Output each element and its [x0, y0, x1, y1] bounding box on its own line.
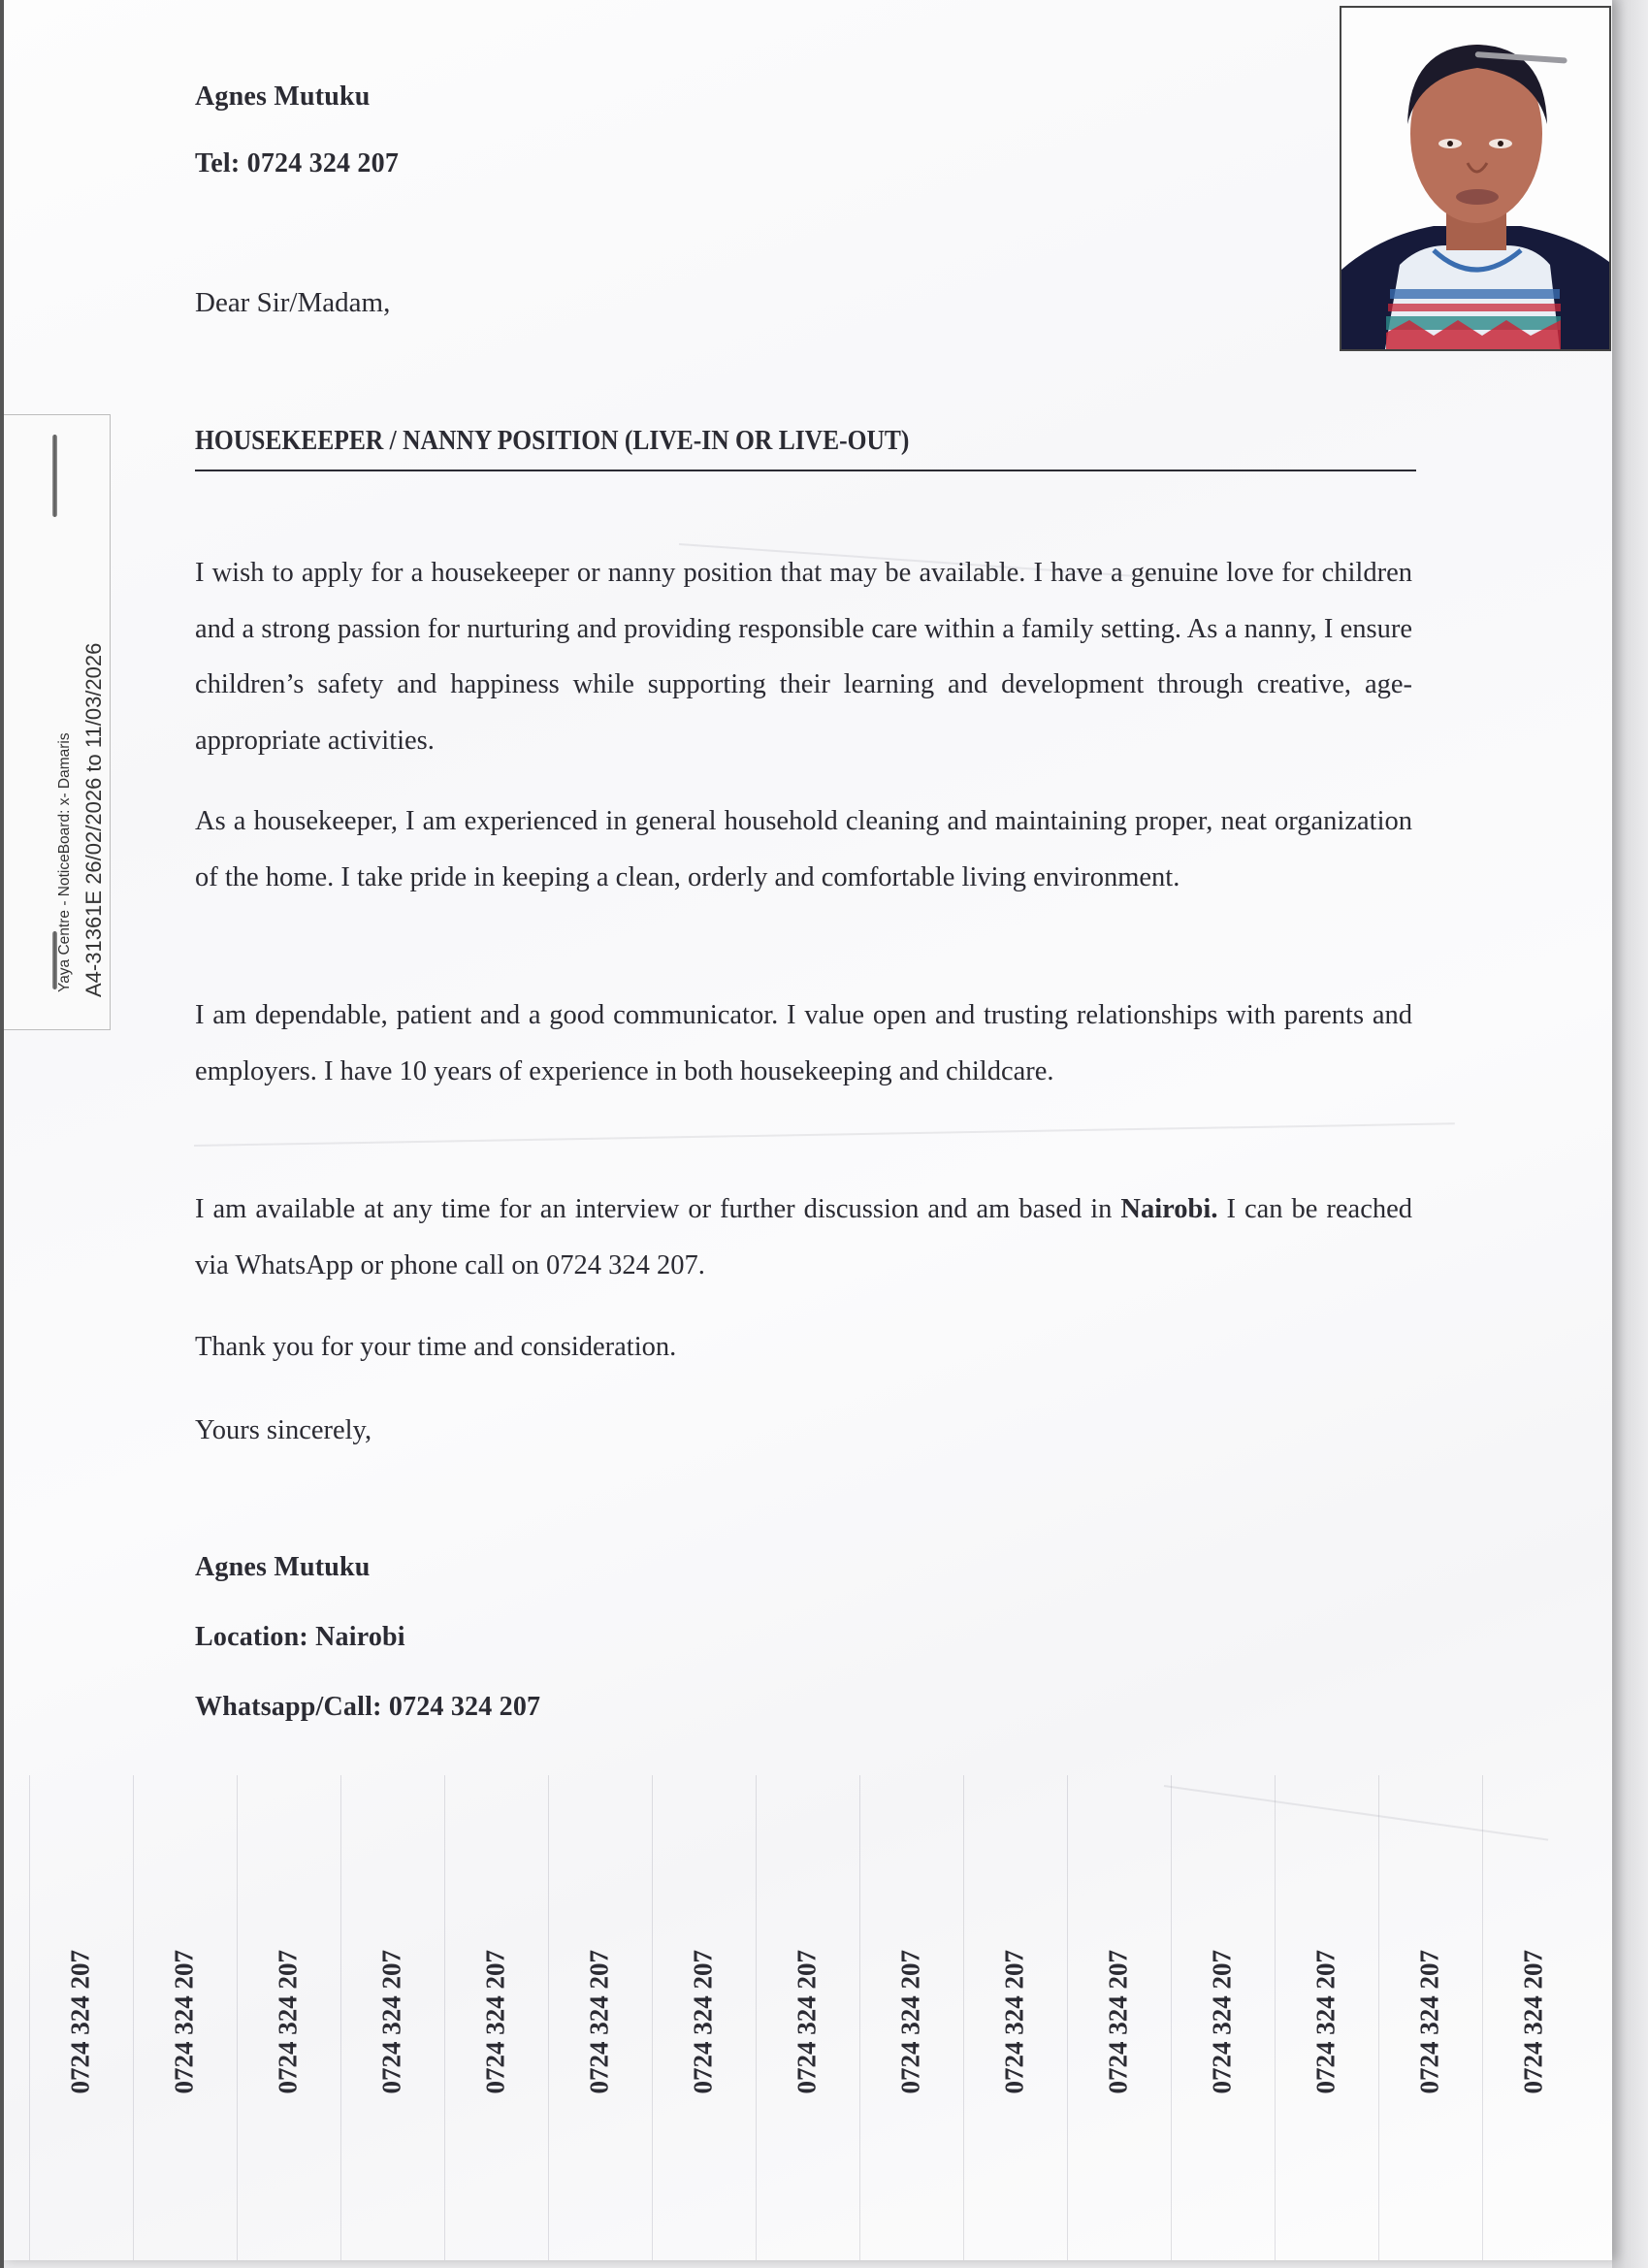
- tear-off-strip[interactable]: [29, 1775, 132, 2260]
- staple-top: [52, 435, 57, 517]
- availability-start: I am available at any time for an interview or further discussion and am based in: [195, 1194, 1121, 1224]
- tear-off-phone-number: 0724 324 207: [273, 1950, 303, 2094]
- tear-off-strip[interactable]: [548, 1775, 651, 2260]
- closing: [195, 1403, 1412, 1459]
- paragraph-housekeeper-text: As a housekeeper, I am experienced in general household cleaning and maintaining proper, neat organization of the home. I take pride in keeping a clean, orderly and comfortable living environment.: [195, 806, 1412, 892]
- letter-title: HOUSEKEEPER / NANNY POSITION (LIVE-IN OR LIVE-OUT): [195, 425, 910, 456]
- tear-off-phone-number: 0724 324 207: [65, 1950, 95, 2094]
- strip-cut-line: [652, 1775, 653, 2260]
- tear-off-strip[interactable]: [1275, 1775, 1377, 2260]
- applicant-photo: [1340, 6, 1611, 351]
- tear-off-phone-number: 0724 324 207: [688, 1950, 718, 2094]
- tear-off-phone-number: 0724 324 207: [1103, 1950, 1133, 2094]
- page-edge-shadow: [1612, 0, 1648, 2268]
- tear-off-strip[interactable]: [133, 1775, 236, 2260]
- tear-off-phone-number: 0724 324 207: [1414, 1950, 1444, 2094]
- availability-end: I can be reached via WhatsApp or phone call on 0724 324 207.: [195, 1194, 1412, 1280]
- tear-off-phone-number: 0724 324 207: [1310, 1950, 1341, 2094]
- tear-off-strip[interactable]: [340, 1775, 443, 2260]
- tear-off-strip[interactable]: [859, 1775, 962, 2260]
- tear-off-phone-number: 0724 324 207: [480, 1950, 510, 2094]
- applicant-tel: Tel: 0724 324 207: [195, 148, 400, 178]
- paragraph-intro-text: I wish to apply for a housekeeper or nanny position that may be available. I have a genuine love for children and a strong passion for nurturing and providing responsible care within a family setting. As a nanny, I ensure children’s safety and happiness while supporting their learning and development through creative, age-appropriate activities.: [195, 558, 1412, 756]
- paragraph-thanks: [195, 1319, 1412, 1376]
- salutation: Dear Sir/Madam,: [195, 287, 391, 318]
- tear-off-strip[interactable]: [1482, 1775, 1585, 2260]
- closing-text: Yours sincerely,: [195, 1415, 372, 1445]
- strip-cut-line: [29, 1775, 30, 2260]
- tear-off-strip[interactable]: [1171, 1775, 1274, 2260]
- strip-cut-line: [756, 1775, 757, 2260]
- paragraph-thanks-text: Thank you for your time and consideration.: [195, 1332, 677, 1362]
- signature-contact: Whatsapp/Call: 0724 324 207: [195, 1692, 541, 1722]
- strip-cut-line: [1482, 1775, 1483, 2260]
- tear-off-phone-number: 0724 324 207: [584, 1950, 614, 2094]
- portrait-image: [1341, 8, 1609, 349]
- applicant-name: Agnes Mutuku: [195, 81, 371, 112]
- noticeboard-label-location: Yaya Centre - NoticeBoard: x- Damaris: [56, 732, 73, 992]
- paragraph-availability-text: [195, 1182, 1412, 1293]
- strip-cut-line: [1171, 1775, 1172, 2260]
- strip-cut-line: [444, 1775, 445, 2260]
- strip-cut-line: [1067, 1775, 1068, 2260]
- paragraph-intro: [195, 545, 1412, 768]
- tear-off-strip[interactable]: [963, 1775, 1066, 2260]
- tear-off-strip[interactable]: [652, 1775, 755, 2260]
- paper-crease: [194, 1122, 1455, 1147]
- tear-off-phone-number: 0724 324 207: [376, 1950, 406, 2094]
- strip-cut-line: [548, 1775, 549, 2260]
- tear-off-strip[interactable]: [1067, 1775, 1170, 2260]
- tear-off-phone-number: 0724 324 207: [792, 1950, 822, 2094]
- strip-cut-line: [1378, 1775, 1379, 2260]
- title-underline: [195, 470, 1416, 471]
- strip-cut-line: [963, 1775, 964, 2260]
- tear-off-phone-number: 0724 324 207: [1207, 1950, 1237, 2094]
- tear-off-strips: [0, 1775, 1612, 2260]
- strip-cut-line: [133, 1775, 134, 2260]
- paragraph-qualities: [195, 988, 1412, 1099]
- tear-off-strip[interactable]: [444, 1775, 547, 2260]
- paragraph-qualities-text: I am dependable, patient and a good communicator. I value open and trusting relationships with parents and employers. I have 10 years of experience in both housekeeping and childcare.: [195, 1000, 1412, 1086]
- availability-city: Nairobi.: [1120, 1194, 1218, 1224]
- tear-off-strip[interactable]: [237, 1775, 339, 2260]
- signature-location: Location: Nairobi: [195, 1622, 405, 1652]
- noticeboard-label: [0, 414, 111, 1030]
- tear-off-strip[interactable]: [756, 1775, 858, 2260]
- tear-off-phone-number: 0724 324 207: [895, 1950, 925, 2094]
- tear-off-strip[interactable]: [1378, 1775, 1481, 2260]
- scan-edge: [0, 0, 4, 2268]
- tear-off-phone-number: 0724 324 207: [1518, 1950, 1548, 2094]
- tear-off-phone-number: 0724 324 207: [169, 1950, 199, 2094]
- strip-cut-line: [859, 1775, 860, 2260]
- paragraph-housekeeper: [195, 794, 1412, 905]
- strip-cut-line: [340, 1775, 341, 2260]
- signature-name: Agnes Mutuku: [195, 1552, 371, 1582]
- strip-cut-line: [1275, 1775, 1276, 2260]
- paragraph-availability: [195, 1182, 1412, 1293]
- tear-off-phone-number: 0724 324 207: [999, 1950, 1029, 2094]
- strip-cut-line: [237, 1775, 238, 2260]
- noticeboard-label-ref-dates: A4-31361E 26/02/2026 to 11/03/2026: [81, 642, 106, 997]
